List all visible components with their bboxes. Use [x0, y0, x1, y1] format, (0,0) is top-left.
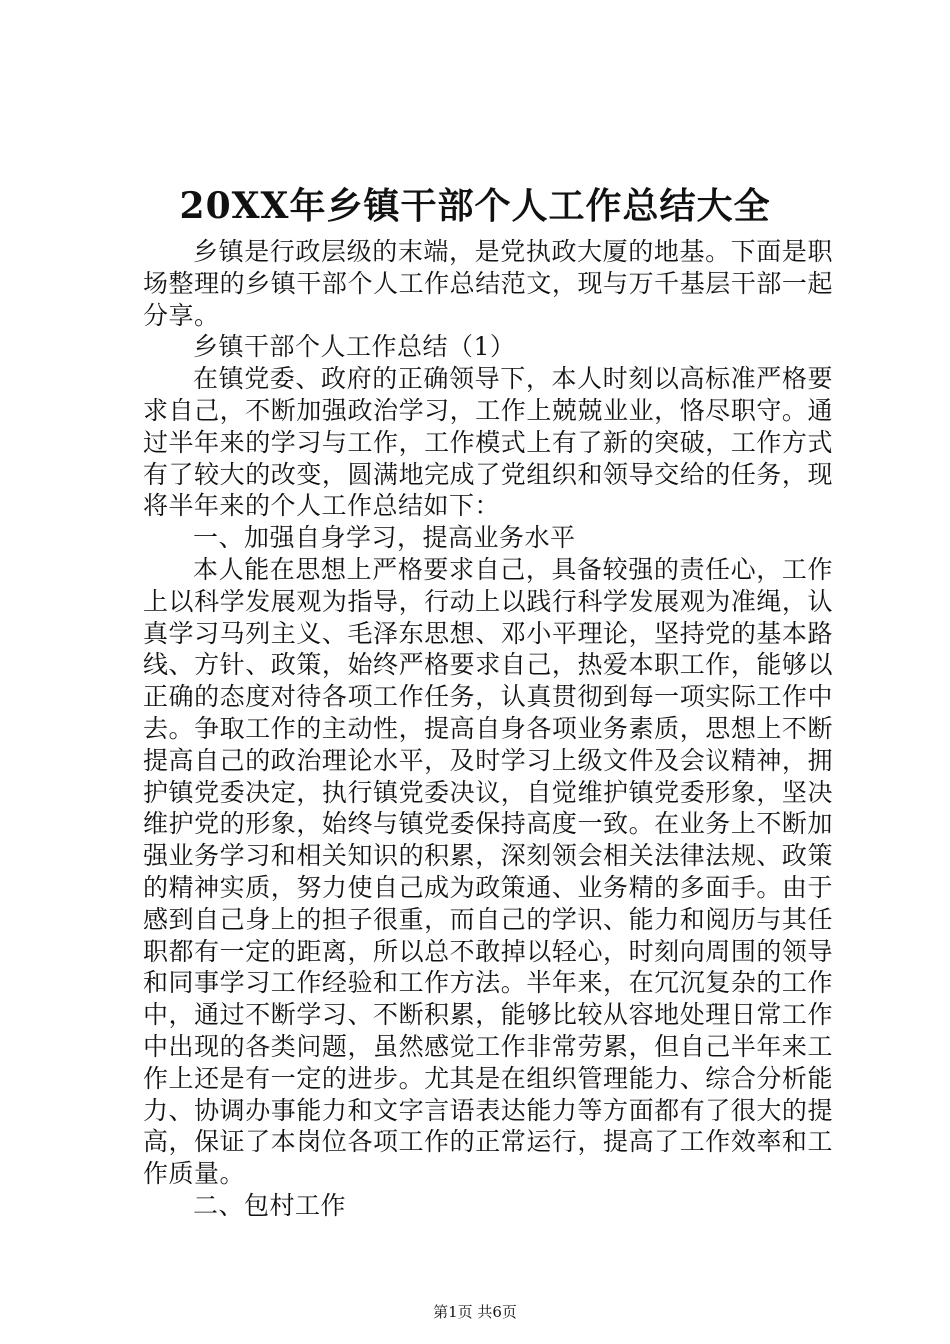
subsection-heading: 二、包村工作	[193, 1190, 347, 1220]
body-paragraph: 本人能在思想上严格要求自己，具备较强的责任心，工作上以科学发展观为指导，行动上以践行科学发展观为准绳，认真学习马列主义、毛泽东思想、邓小平理论，坚持党的基本路线、方针、政策，始终严格要求自己，热爱本职工作，能够以正确的态度对待各项工作任务，认真贯彻到每一项实际工作中去。争取工作的主动性，提高自身各项业务素质，思想上不断提高自己的政治理论水平，及时学习上级文件及会议精神，拥护镇党委决定，执行镇党委决议，自觉维护镇党委形象，坚决维护党的形象，始终与镇党委保持高度一致。在业务上不断加强业务学习和相关知识的积累，深刻领会相关法律法规、政策的精神实质，努力使自己成为政策通、业务精的多面手。由于感到自己身上的担子很重，而自己的学识、能力和阅历与其任职都有一定的距离，所以总不敢掉以轻心，时刻向周围的领导和同事学习工作经验和工作方法。半年来，在冗沉复杂的工作中，通过不断学习、不断积累，能够比较从容地处理日常工作中出现的各类问题，虽然感觉工作非常劳累，但自己半年来工作上还是有一定的进步。尤其是在组织管理能力、综合分析能力、协调办事能力和文字言语表达能力等方面都有了很大的提高，保证了本岗位各项工作的正常运行，提高了工作效率和工作质量。	[143, 554, 833, 1189]
section-heading: 乡镇干部个人工作总结（1）	[193, 332, 516, 362]
subsection-heading: 一、加强自身学习，提高业务水平	[193, 523, 576, 553]
document-body	[143, 236, 833, 1222]
body-paragraph: 在镇党委、政府的正确领导下，本人时刻以高标准严格要求自己，不断加强政治学习，工作上兢兢业业，恪尽职守。通过半年来的学习与工作，工作模式上有了新的突破，工作方式有了较大的改变，圆满地完成了党组织和领导交给的任务，现将半年来的个人工作总结如下：	[143, 364, 833, 521]
document-title: 20XX年乡镇干部个人工作总结大全	[179, 185, 771, 227]
page-number-footer: 第1页 共6页	[433, 1303, 517, 1321]
intro-paragraph: 乡镇是行政层级的末端，是党执政大厦的地基。下面是职场整理的乡镇干部个人工作总结范文，现与万千基层干部一起分享。	[143, 237, 833, 330]
